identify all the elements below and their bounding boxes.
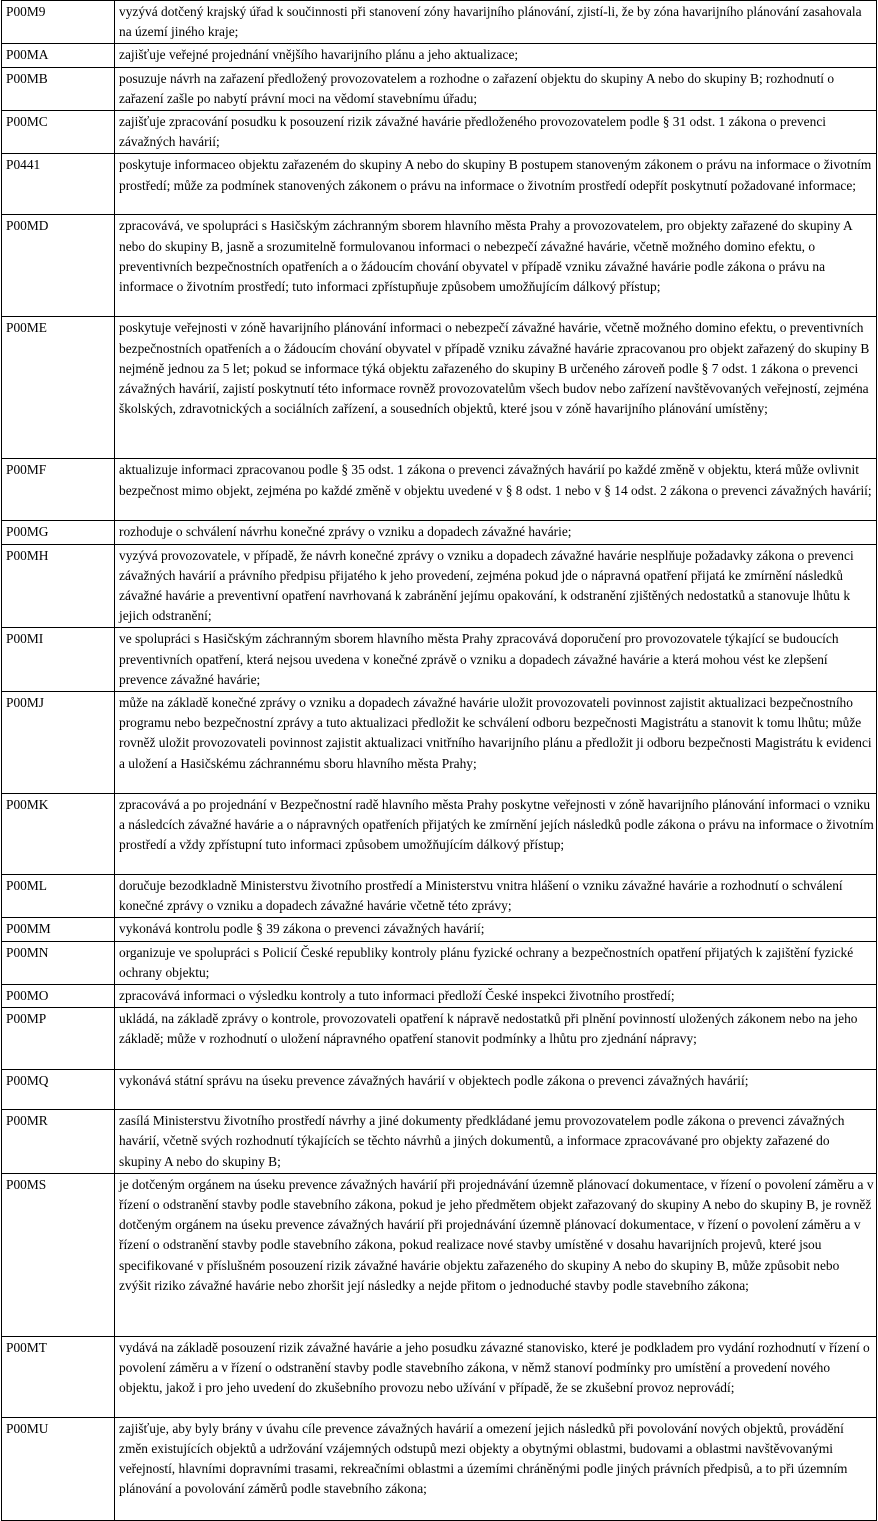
row-code: P0441	[2, 154, 115, 215]
row-text: může na základě konečné zprávy o vzniku a dopadech závažné havárie uložit provozovateli povinnost zajistit aktualizaci bezpečnostního programu nebo bezpečnostní zprávy a tuto aktualizaci předložit ke schválení odboru bezpečnosti Magistrátu a stanovit k tomu lhůtu; může rovněž uložit provozovateli povinnost zajistit aktualizaci vnitřního havarijního plánu a předložit ji odboru bezpečnosti Magistrátu k evidenci a uložení a Hasičskému záchrannému sboru hlavního města Prahy;	[115, 692, 877, 794]
row-text: vyzývá provozovatele, v případě, že návrh konečné zprávy o vzniku a dopadech závažné havárie nesplňuje požadavky zákona o prevenci závažných havárií a právního předpisu přijatého k jeho provedení, zejména pokud jde o nápravná opatření přijatá ke zmírnění následků závažné havárie a preventivní opatření navrhovaná k zabránění jejímu opakování, k odstranění zjištěných nedostatků a stanovuje lhůtu k jejich odstranění;	[115, 544, 877, 628]
row-text: zpracovává a po projednání v Bezpečnostní radě hlavního města Prahy poskytne veřejnosti v zóně havarijního plánování informaci o vzniku a následcích závažné havárie a o nápravných opatřeních přijatých ke zmírnění jejích následků podle zákona o právu na informace o životním prostředí a vždy zpřístupní tuto informaci způsobem umožňujícím dálkový přístup;	[115, 794, 877, 875]
table-row	[2, 44, 877, 67]
table-row	[2, 111, 877, 154]
row-code: P00MR	[2, 1110, 115, 1174]
row-code: P00MS	[2, 1173, 115, 1336]
row-text: aktualizuje informaci zpracovanou podle § 35 odst. 1 zákona o prevenci závažných havárií po každé změně v objektu, která může ovlivnit bezpečnost mimo objekt, zejména po každé změně v objektu uvedené v § 8 odst. 1 nebo v § 14 odst. 2 zákona o prevenci závažných havárií;	[115, 459, 877, 521]
competency-table	[1, 0, 877, 1521]
row-text: doručuje bezodkladně Ministerstvu životního prostředí a Ministerstvu vnitra hlášení o vzniku závažné havárie a rozhodnutí o schválení konečné zprávy o vzniku a dopadech závažné havárie včetně této zprávy;	[115, 875, 877, 918]
row-text: zajišťuje zpracování posudku k posouzení rizik závažné havárie předloženého provozovatelem podle § 31 odst. 1 zákona o prevenci závažných havárií;	[115, 111, 877, 154]
row-code: P00MB	[2, 67, 115, 110]
row-code: P00MT	[2, 1336, 115, 1417]
row-text: zajišťuje veřejné projednání vnějšího havarijního plánu a jeho aktualizace;	[115, 44, 877, 67]
row-text: zasílá Ministerstvu životního prostředí návrhy a jiné dokumenty předkládané jemu provozovatelem podle zákona o prevenci závažných havárií, včetně svých rozhodnutí týkajících se těchto návrhů a jiných dokumentů, a informace zpracovávané pro objekty zařazené do skupiny A nebo do skupiny B;	[115, 1110, 877, 1174]
table-row	[2, 544, 877, 628]
table-row	[2, 628, 877, 692]
table-row	[2, 941, 877, 984]
row-text: zpracovává, ve spolupráci s Hasičským záchranným sborem hlavního města Prahy a provozovatelem, pro objekty zařazené do skupiny A nebo do skupiny B, jasně a srozumitelně formulovanou informaci o nebezpečí závažné havárie, včetně možného domino efektu, o preventivních bezpečnostních opatřeních a o žádoucím chování obyvatel v případě vzniku závažné havárie podle zákona o právu na informace o životním prostředí; tuto informaci zpřístupňuje způsobem umožňujícím dálkový přístup;	[115, 215, 877, 317]
table-row	[2, 985, 877, 1008]
table-row	[2, 692, 877, 794]
row-text: vydává na základě posouzení rizik závažné havárie a jeho posudku závazné stanovisko, které je podkladem pro vydání rozhodnutí v řízení o povolení záměru a v řízení o odstranění stavby podle stavebního zákona, v němž stanoví podmínky pro umístění a provedení nového objektu, jakož i pro jeho uvedení do zkušebního provozu nebo užívání v případě, že se zkušební provoz neprovádí;	[115, 1336, 877, 1417]
table-row	[2, 215, 877, 317]
table-row	[2, 875, 877, 918]
row-code: P00ME	[2, 317, 115, 459]
table-row	[2, 67, 877, 110]
row-text: posuzuje návrh na zařazení předložený provozovatelem a rozhodne o zařazení objektu do skupiny A nebo do skupiny B; rozhodnutí o zařazení zašle po nabytí právní moci na vědomí stavebnímu úřadu;	[115, 67, 877, 110]
table-row	[2, 1336, 877, 1417]
table-body	[2, 1, 877, 1521]
row-code: P00MN	[2, 941, 115, 984]
table-row	[2, 794, 877, 875]
table-row	[2, 1110, 877, 1174]
row-code: P00MD	[2, 215, 115, 317]
table-row	[2, 1, 877, 44]
table-row	[2, 521, 877, 544]
row-text: je dotčeným orgánem na úseku prevence závažných havárií při projednávání územně plánovací dokumentace, v řízení o povolení záměru a v řízení o odstranění stavby podle stavebního zákona, pokud je jeho předmětem objekt zařazovaný do skupiny A nebo do skupiny B, je rovněž dotčeným orgánem na úseku prevence závažných havárií při projednávání územně plánovací dokumentace, v řízení o povolení záměru a v řízení o odstranění stavby podle stavebního zákona, pokud realizace nové stavby umístěné v dosahu havarijních projevů, které jsou specifikované v příslušném posouzení rizik závažné havárie objektu zařazeného do skupiny A nebo do skupiny B, může způsobit nebo zvýšit riziko závažné havárie nebo zhoršit její následky a nejde přitom o jednoduché stavby podle stavebního zákona;	[115, 1173, 877, 1336]
row-text: organizuje ve spolupráci s Policií České republiky kontroly plánu fyzické ochrany a bezpečnostních opatření přijatých k zajištění fyzické ochrany objektu;	[115, 941, 877, 984]
row-text: vykonává kontrolu podle § 39 zákona o prevenci závažných havárií;	[115, 918, 877, 941]
row-text: vyzývá dotčený krajský úřad k součinnosti při stanovení zóny havarijního plánování, zjistí-li, že by zóna havarijního plánování zasahovala na území jiného kraje;	[115, 1, 877, 44]
row-code: P00MH	[2, 544, 115, 628]
row-text: rozhoduje o schválení návrhu konečné zprávy o vzniku a dopadech závažné havárie;	[115, 521, 877, 544]
row-text: vykonává státní správu na úseku prevence závažných havárií v objektech podle zákona o prevenci závažných havárií;	[115, 1070, 877, 1110]
table-row	[2, 1417, 877, 1520]
row-text: zpracovává informaci o výsledku kontroly a tuto informaci předloží České inspekci životního prostředí;	[115, 985, 877, 1008]
row-code: P00ML	[2, 875, 115, 918]
table-row	[2, 459, 877, 521]
table-row	[2, 1070, 877, 1110]
row-text: poskytuje informaceo objektu zařazeném do skupiny A nebo do skupiny B postupem stanoveným zákonem o právu na informace o životním prostředí; může za podmínek stanovených zákonem o právu na informace o životním prostředí odepřít poskytnutí požadované informace;	[115, 154, 877, 215]
table-row	[2, 154, 877, 215]
row-code: P00MM	[2, 918, 115, 941]
row-code: P00MP	[2, 1008, 115, 1070]
row-code: P00MJ	[2, 692, 115, 794]
row-text: ukládá, na základě zprávy o kontrole, provozovateli opatření k nápravě nedostatků při plnění povinností uložených zákonem nebo na jeho základě; může v rozhodnutí o uložení nápravného opatření stanovit podmínky a lhůtu pro zjednání nápravy;	[115, 1008, 877, 1070]
row-code: P00MI	[2, 628, 115, 692]
table-row	[2, 317, 877, 459]
row-code: P00MQ	[2, 1070, 115, 1110]
row-code: P00MG	[2, 521, 115, 544]
table-row	[2, 1173, 877, 1336]
table-row	[2, 1008, 877, 1070]
row-code: P00MO	[2, 985, 115, 1008]
row-code: P00M9	[2, 1, 115, 44]
row-text: ve spolupráci s Hasičským záchranným sborem hlavního města Prahy zpracovává doporučení pro provozovatele týkající se budoucích preventivních opatření, která nejsou uvedena v konečné zprávě o vzniku a dopadech závažné havárie a která mohou vést ke zlepšení prevence závažné havárie;	[115, 628, 877, 692]
row-code: P00MF	[2, 459, 115, 521]
table-row	[2, 918, 877, 941]
row-text: poskytuje veřejnosti v zóně havarijního plánování informaci o nebezpečí závažné havárie, včetně možného domino efektu, o preventivních bezpečnostních opatřeních a o žádoucím chování obyvatel v případě vzniku závažné havárie zpracovanou pro objekt zařazený do skupiny B nejméně jednou za 5 let; pokud se informace týká objektu zařazeného do skupiny B určeného zároveň podle § 7 odst. 1 zákona o prevenci závažných havárií, zajistí poskytnutí této informace rovněž provozovatelům všech budov nebo zařízení navštěvovaných veřejností, zejména školských, zdravotnických a sociálních zařízení, a sousedních objektů, které jsou v zóně havarijního plánování umístěny;	[115, 317, 877, 459]
row-code: P00MA	[2, 44, 115, 67]
row-code: P00MU	[2, 1417, 115, 1520]
row-code: P00MC	[2, 111, 115, 154]
row-text: zajišťuje, aby byly brány v úvahu cíle prevence závažných havárií a omezení jejich následků při povolování nových objektů, provádění změn existujících objektů a udržování vzájemných odstupů mezi objekty a obytnými oblastmi, budovami a oblastmi navštěvovanými veřejností, hlavními dopravními trasami, rekreačními oblastmi a územími chráněnými podle jiných právních předpisů, a to při územním plánování a povolování záměrů podle stavebního zákona;	[115, 1417, 877, 1520]
row-code: P00MK	[2, 794, 115, 875]
